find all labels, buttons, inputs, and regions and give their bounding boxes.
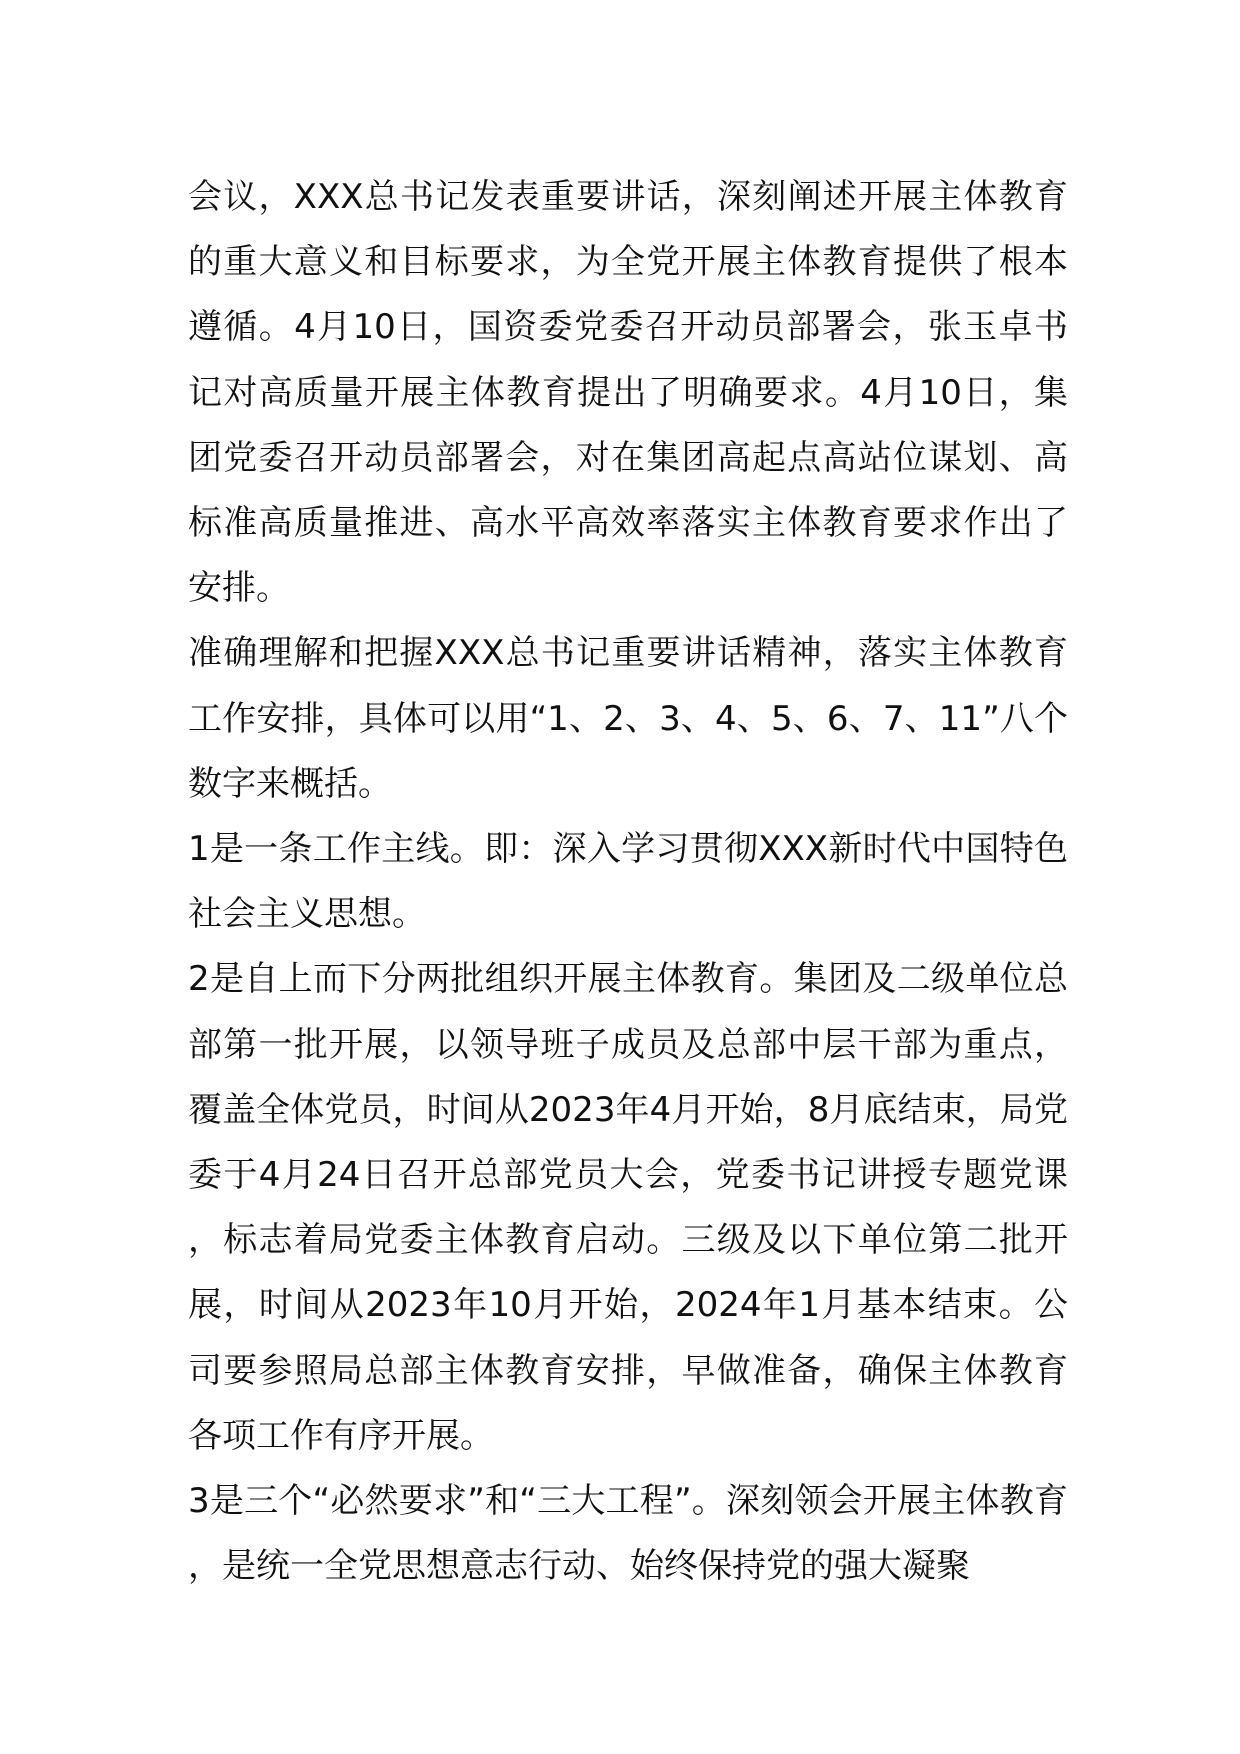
paragraph-point-2: 2是自上而下分两批组织开展主体教育。集团及二级单位总部第一批开展，以领导班子成员及总部中层干部为重点，覆盖全体党员，时间从2023年4月开始，8月底结束，局党委于4月24日召开总部党员大会，党委书记讲授专题党课，标志着局党委主体教育启动。三级及以下单位第二批开展，时间从2023年10月开始，2024年1月基本结束。公司要参照局总部主体教育安排，早做准备，确保主体教育各项工作有序开展。 [188, 959, 1068, 1456]
paragraph-point-3: 3是三个“必然要求”和“三大工程”。深刻领会开展主体教育，是统一全党思想意志行动、始终保持党的强大凝聚 [188, 1481, 1068, 1587]
paragraph-meeting-context: 会议，XXX总书记发表重要讲话，深刻阐述开展主体教育的重大意义和目标要求，为全党开展主体教育提供了根本遵循。4月10日，国资委党委召开动员部署会，张玉卓书记对高质量开展主体教育提出了明确要求。4月10日，集团党委召开动员部署会，对在集团高起点高站位谋划、高标准高质量推进、高水平高效率落实主体教育要求作出了安排。 [188, 177, 1068, 609]
paragraph-eight-numbers-intro: 准确理解和把握XXX总书记重要讲话精神，落实主体教育工作安排，具体可以用“1、2、3、4、5、6、7、11”八个数字来概括。 [188, 633, 1068, 804]
paragraph-point-1: 1是一条工作主线。即：深入学习贯彻XXX新时代中国特色社会主义思想。 [188, 829, 1068, 935]
document-body [188, 165, 1068, 1599]
